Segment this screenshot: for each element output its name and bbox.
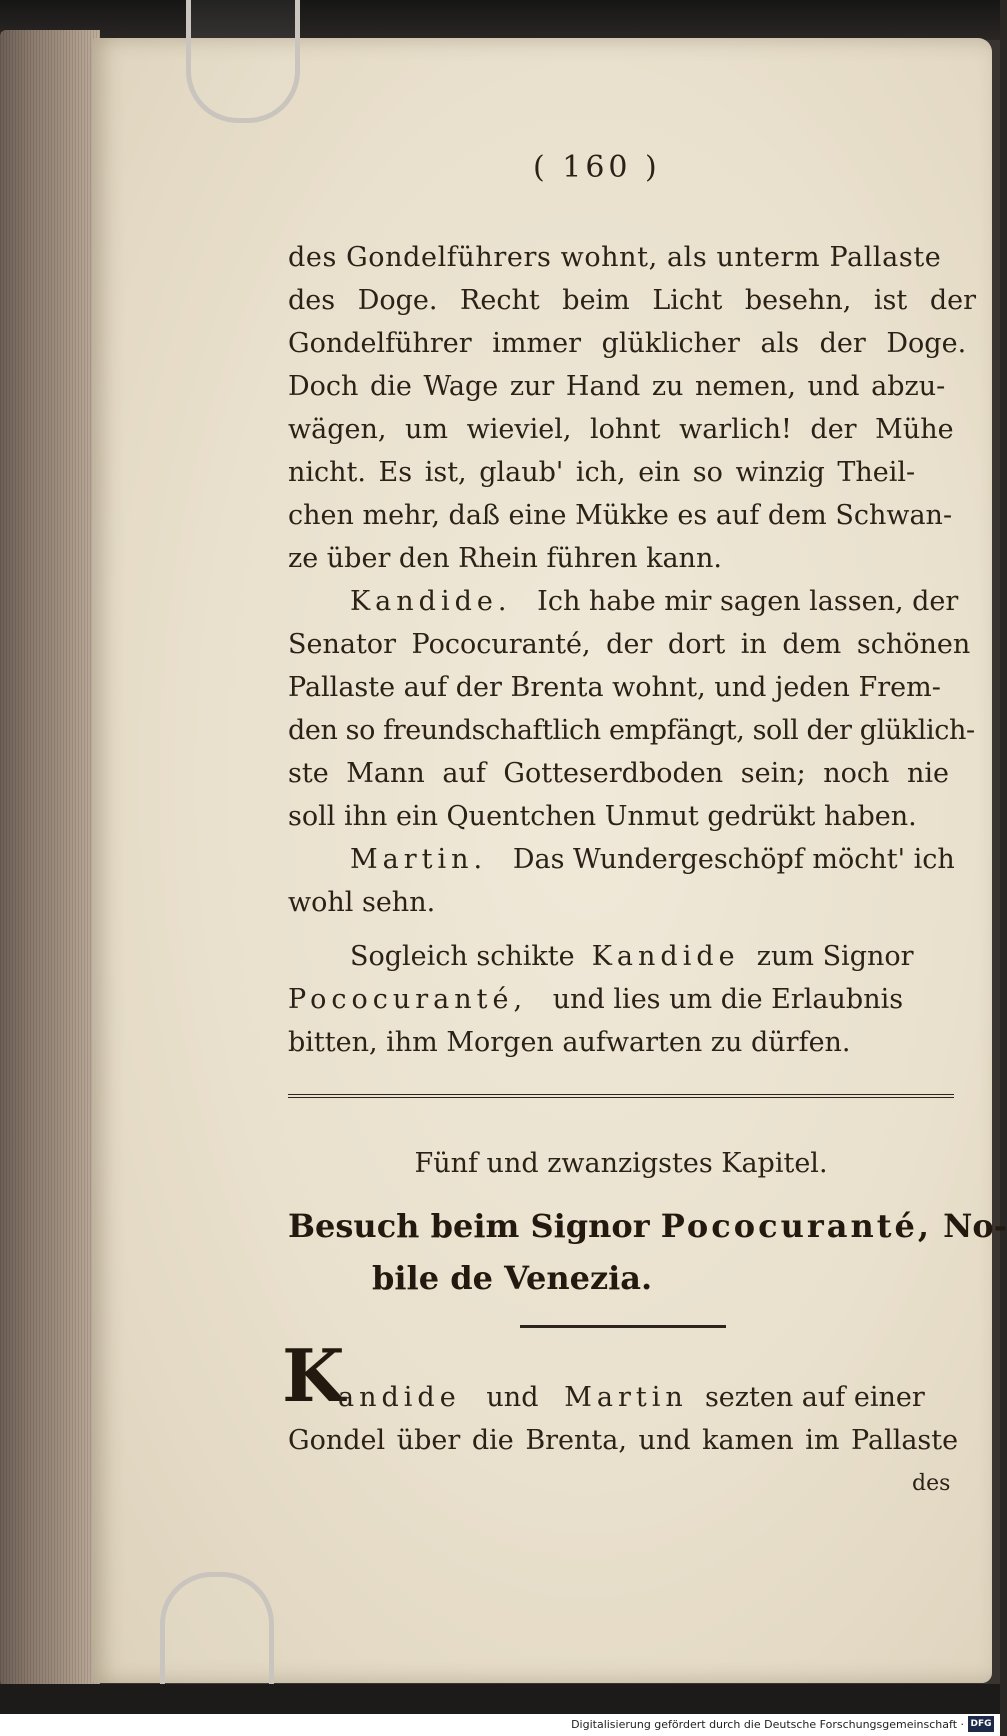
page-number: ( 160 ) (533, 150, 661, 185)
name-kandide: andide (338, 1382, 461, 1413)
section-divider (288, 1094, 954, 1098)
text-line (350, 838, 955, 881)
text-line: Pococuranté, und lies um die Erlaubnis (288, 984, 904, 1015)
speech-text: Ich habe mir sagen lassen, der (537, 586, 959, 617)
speaker-name: Martin. (350, 844, 488, 875)
text-line: den so freundschaftlich empfängt, soll der glüklich- (288, 715, 975, 746)
text-line: ste Mann auf Gotteserdboden sein; noch nie (288, 758, 950, 789)
text-line: soll ihn ein Quentchen Unmut gedrükt haben. (288, 801, 917, 832)
scan-bottom-edge (0, 1684, 1000, 1714)
paper-clip-top (186, 0, 300, 123)
text-line: Senator Pococuranté, der dort in dem schönen (288, 629, 971, 660)
dfg-logo: DFG (968, 1716, 994, 1732)
scan-top-edge (0, 0, 1000, 40)
drop-cap: K (282, 1333, 345, 1418)
text-line: wohl sehn. (288, 887, 436, 918)
text-line: bitten, ihm Morgen aufwarten zu dürfen. (288, 1027, 851, 1058)
chapter-title-line2: bile de Venezia. (372, 1259, 653, 1297)
speech-text: Das Wundergeschöpf möcht' ich (512, 844, 955, 875)
text-line: Gondel über die Brenta, und kamen im Pallaste (288, 1425, 959, 1456)
text-line: chen mehr, daß eine Mükke es auf dem Schwan- (288, 500, 953, 531)
text-line: nicht. Es ist, glaub' ich, ein so winzig Theil- (288, 457, 916, 488)
ornamental-rule (520, 1325, 726, 1328)
name-pococurante: Pococuranté, (288, 984, 528, 1015)
name-martin: Martin (564, 1382, 688, 1413)
book-page-edges (0, 30, 100, 1690)
text-line: des Gondelführers wohnt, als unterm Pallaste (288, 242, 942, 273)
text-line: Doch die Wage zur Hand zu nemen, und abzu- (288, 371, 946, 402)
text-line: andide und Martin sezten auf einer (338, 1382, 925, 1413)
name-kandide: Kandide (591, 941, 740, 972)
chapter-title: Besuch beim Signor Pococuranté, No- (288, 1207, 1007, 1245)
text-line: ze über den Rhein führen kann. (288, 543, 722, 574)
chapter-heading: Fünf und zwanzigstes Kapitel. (414, 1148, 828, 1179)
funding-credit: Digitalisierung gefördert durch die Deutsche Forschungsgemeinschaft · (571, 1718, 964, 1731)
speaker-name: Kandide. (350, 586, 512, 617)
text-line: Sogleich schikte Kandide zum Signor (350, 941, 914, 972)
text-line: Pallaste auf der Brenta wohnt, und jeden Frem- (288, 672, 941, 703)
text-line: wägen, um wieviel, lohnt warlich! der Mühe (288, 414, 954, 445)
text-line: Gondelführer immer glüklicher als der Doge. (288, 328, 967, 359)
text-line (350, 580, 958, 623)
text-line: des Doge. Recht beim Licht besehn, ist der (288, 285, 977, 316)
catchword: des (912, 1471, 951, 1496)
